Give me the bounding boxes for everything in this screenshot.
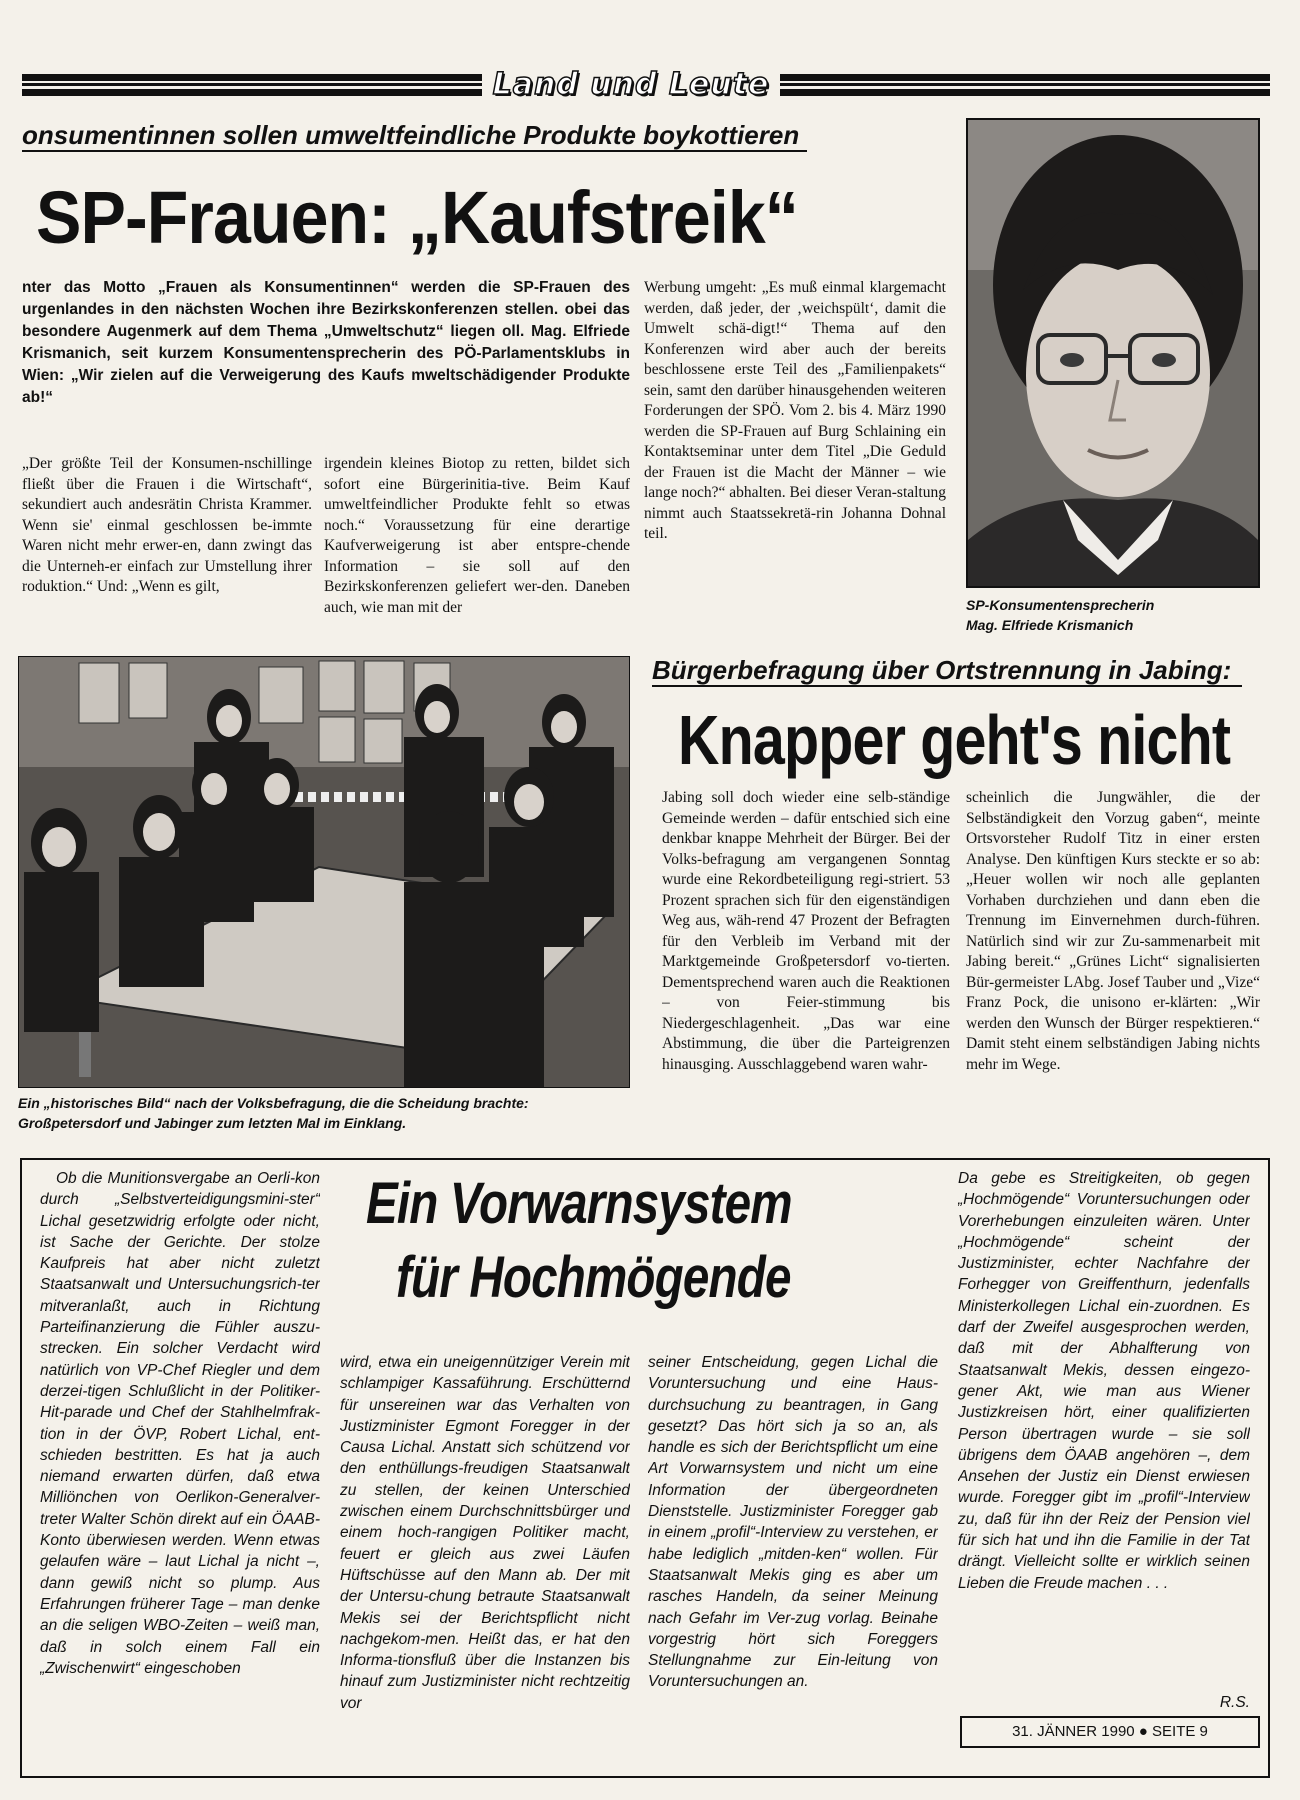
section-badge: Land und Leute bbox=[492, 67, 770, 102]
group-photo bbox=[18, 656, 630, 1088]
date-page-footer: 31. JÄNNER 1990 ● SEITE 9 bbox=[960, 1716, 1260, 1748]
article2-col2: scheinlich die Jungwähler, die der Selbständigkeit den Vorzug gaben“, meinte Ortsvorsteher Rudolf Titz in einer ersten Analyse. Den künftigen Kurs steckte er so ab: „Heuer wollen wir noch alle geplanten Vorhaben durchziehen und dann eben die Trennung im Einvernehmen durch-führen. Natürlich sind wir zur Zu-sammenarbeit mit Jabing bereit.“ „Grünes Licht“ signalisierten Bür-germeister LAbg. Josef Tauber und „Vize“ Franz Pock, die unisono er-klärten: „Wir werden den Wunsch der Bürger respektieren.“ Damit steht einem selbständigen Jabing nichts mehr im Wege. bbox=[966, 789, 1260, 1073]
article1-col3: Werbung umgeht: „Es muß einmal klargemacht werden, daß jeder, der ‚weichspült‘, damit die Umwelt schä-digt!“ Thema auf den Konferenzen wird aber auch der bereits beschlossene erste Teil des „Familienpakets“ sein, samt den darüber hinausgehenden weiteren Forderungen der SPÖ. Vom 2. bis 4. März 1990 werden die SP-Frauen auf Burg Schlaining ein Kontaktseminar unter dem Titel „Die Geduld der Frauen ist die Macht der Männer – wie lange noch?“ abhalten. Bei dieser Veran-staltung nimmt auch Staatssekretä-rin Johanna Dohnal teil. bbox=[644, 279, 946, 542]
article2-kicker: Bürgerbefragung über Ortstrennung in Jabing: bbox=[652, 655, 1242, 687]
commentary-headline-2: für Hochmögende bbox=[396, 1245, 791, 1310]
commentary-col2: wird, etwa ein uneigennütziger Verein mit schlampiger Kassaführung. Erschütternd für unsereinen war das Verhalten von Justizminister Egmont Foregger in der Causa Lichal. Anstatt sich schützend vor den enthüllungs-freudigen Staatsanwalt zu stellen, der keinen Unterschied zwischen einem Durchschnittsbürger und einem hoch-rangigen Politiker macht, feuert er gleich aus zwei Läufen Hüftschüsse auf den Mann ab. Der mit der Untersu-chung betraute Staatsanwalt Mekis sei der Berichtspflicht nicht nachgekom-men. Heißt das, er hat den Informa-tionsfluß über die Instanzen bis hinauf zum Justizminister nicht rechtzeitig vor bbox=[340, 1354, 630, 1712]
commentary-col4: Da gebe es Streitigkeiten, ob gegen „Hochmögende“ Voruntersuchungen oder Vorerhebungen einzuleiten wären. Unter „Hochmögende“ scheint der Justizminister, echter Nachfahre der Forhegger von Greiffenthurn, jedenfalls Ministerkollegen Lichal ein-zuordnen. Es darf der Zweifel ausgesprochen werden, daß mit der Abhalfterung von Staatsanwalt Mekis, dessen eingezo-gener Akt, wie man aus Wiener Justizkreisen hört, einer qualifizierten Person übertragen wurde – sie soll übrigens dem ÖAAB angehören –, dem Ansehen der Justiz ein Dienst erwiesen wurde. Foregger gibt im „profil“-Interview zu, daß für ihn der Reiz der Pension viel für sich hat und ihn die Familie in der Tat drängt. Vielleicht sollte er wirklich seinen Lieben die Freude machen . . . bbox=[958, 1170, 1250, 1592]
commentary-col3: seiner Entscheidung, gegen Lichal die Voruntersuchung und eine Haus-durchsuchung zu beantragen, in Gang gesetzt? Das hört sich ja so an, als handle es sich der Berichtspflicht um eine Art Vorwarnsystem und nicht um eine Information der übergeordneten Dienststelle. Justizminister Foregger gab in einem „profil“-Interview zu verstehen, er habe lediglich „mitden-ken“ wollen. Für Staatsanwalt Mekis ging es aber um rasches Handeln, da seiner Meinung nach Gefahr im Ver-zug vorlag. Beinahe vorgestrig hört sich Foreggers Stellungnahme zur Ein-leitung von Voruntersuchungen an. bbox=[648, 1354, 938, 1691]
article2-headline: Knapper geht's nicht bbox=[678, 701, 1231, 779]
article1-col1: „Der größte Teil der Konsumen-nschillinge fließt über die Frauen i die Wirtschaft“, sekundiert auch andesrätin Christa Krammer. Wenn sie' einmal geschlossen be-immte Waren nicht mehr erwer-en, dann zwingt das die Unterneh-er einfach zur Umstellung ihrer roduktion.“ Und: „Wenn es gilt, bbox=[22, 455, 312, 595]
group-photo-caption-2: Großpetersdorf und Jabinger zum letzten Mal im Einklang. bbox=[18, 1115, 407, 1131]
portrait-caption-1: SP-Konsumentensprecherin bbox=[966, 597, 1155, 613]
article2-col1: Jabing soll doch wieder eine selb-ständige Gemeinde werden – dafür entschied sich eine denkbar knappe Mehrheit der Bürger. Bei der Volks-befragung am vergangenen Sonntag wurde eine Rekordbeteiligung regi-striert. 53 Prozent sprachen sich für den eigenständigen Weg aus, wäh-rend 47 Prozent der Befragten für den Verbleib im Verband mit der Marktgemeinde Großpetersdorf vo-tierten. Dementsprechend waren auch die Reaktionen – von Feier-stimmung bis Niedergeschlagenheit. „Das war eine Abstimmung, die über die Parteigrenzen hinausging. Ausschlaggebend waren wahr- bbox=[662, 789, 950, 1073]
article1-lead: nter das Motto „Frauen als Konsumentinnen“ werden die SP-Frauen des urgenlandes in den nächsten Wochen ihre Bezirkskonferenzen stellen. obei das besondere Augenmerk auf dem Thema „Umweltschutz“ liegen oll. Mag. Elfriede Krismanich, seit kurzem Konsumentensprecherin des PÖ-Parlamentsklubs in Wien: „Wir zielen auf die Verweigerung des Kaufs mweltschädigender Produkte ab!“ bbox=[22, 279, 630, 406]
commentary-col1: Ob die Munitionsvergabe an Oerli-kon durch „Selbstverteidigungsmini-ster“ Lichal gesetzwidrig erfolgte oder nicht, ist Sache der Gerichte. Der stolze Kaufpreis hat aber nicht zuletzt Staatsanwalt und Untersuchungsrich-ter mitveranlaßt, auch in Richtung Parteifinanzierung die Fühler auszu-strecken. Ein solcher Verdacht wird natürlich von VP-Chef Riegler und dem derzei-tigen Schlußlicht in der Politiker-Hit-parade und Chef der Stahlhelmfrak-tion in der ÖVP, Robert Lichal, ent-schieden bestritten. Es hat ja auch niemand erwarten dürfen, daß etwa Milliönchen von Oerlikon-Generalver-treter Walter Schön direkt auf ein ÖAAB-Konto überwiesen werden. Wenn etwas gelaufen wäre – laut Lichal ja nicht –, dann gewiß nicht so plump. Aus Erfahrungen früherer Tage – man denke an die seligen WBO-Zeiten – weiß man, daß in solch einem Fall ein „Zwischenwirt“ eingeschoben bbox=[40, 1170, 320, 1677]
article1-col2: irgendein kleines Biotop zu retten, bildet sich sofort eine Bürgerinitia-tive. Beim Kauf umweltfeindlicher Produkte fehlt so etwas noch.“ Voraussetzung für eine derartige Kaufverweigerung ist aber entspre-chende Information – sie soll auf den Bezirkskonferenzen geliefert wer-den. Daneben auch, wie man mit der bbox=[324, 455, 630, 616]
group-photo-caption-1: Ein „historisches Bild“ nach der Volksbefragung, die die Scheidung brachte: bbox=[18, 1095, 529, 1111]
article1-kicker: onsumentinnen sollen umweltfeindliche Produkte boykottieren bbox=[22, 120, 807, 152]
portrait-photo bbox=[966, 118, 1260, 588]
article1-headline: SP-Frauen: „Kaufstreik“ bbox=[36, 176, 798, 259]
commentary-headline-1: Ein Vorwarnsystem bbox=[366, 1171, 792, 1236]
commentary-signature: R.S. bbox=[1219, 1694, 1250, 1711]
header-rule-left bbox=[22, 74, 482, 96]
portrait-caption-2: Mag. Elfriede Krismanich bbox=[966, 617, 1134, 633]
header-rule-right bbox=[780, 74, 1270, 96]
